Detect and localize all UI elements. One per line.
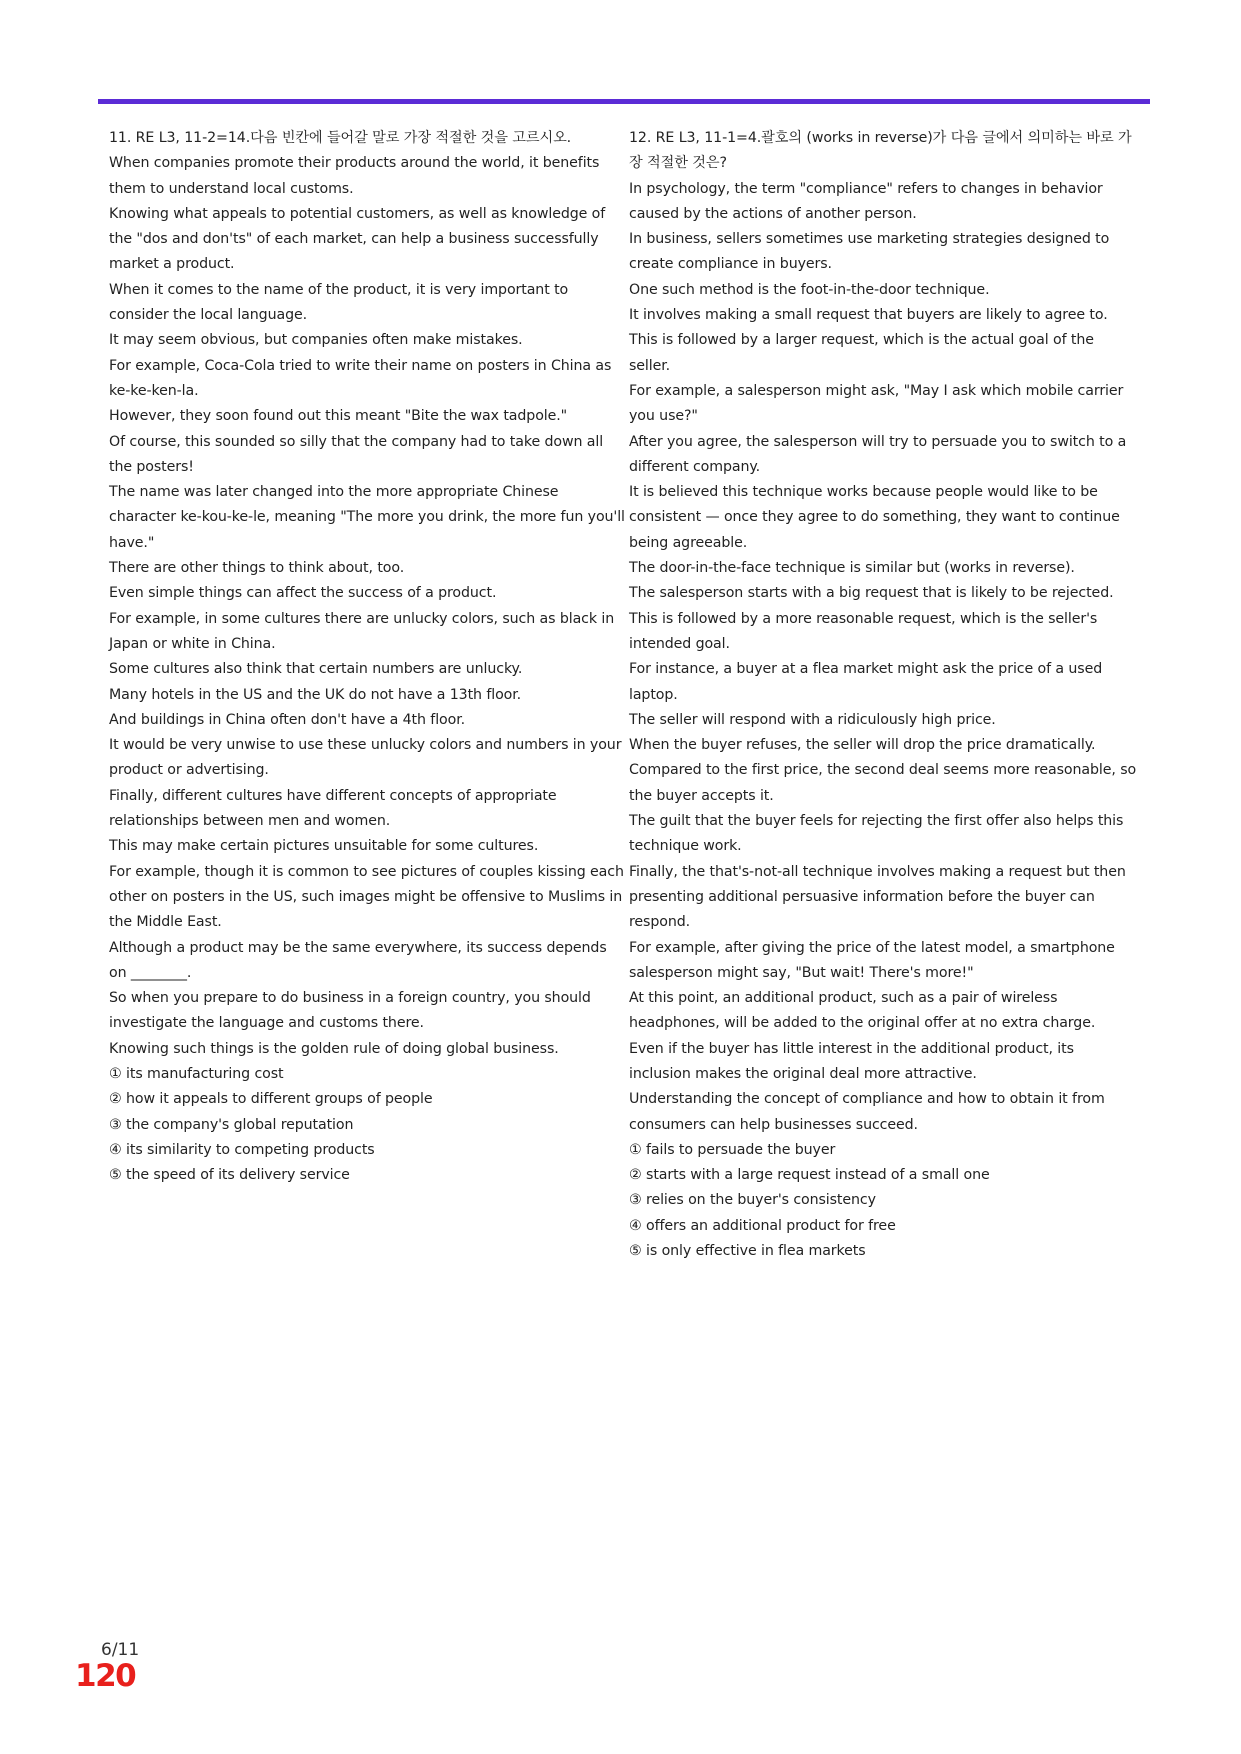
passage-line: For example, though it is common to see pictures of couples kissing each other on posters in the US, such images might be offensive to Muslims in the Middle East. — [109, 863, 624, 931]
passage-line: Knowing such things is the golden rule of doing global business. — [109, 1040, 559, 1057]
passage-line: When it comes to the name of the product, it is very important to consider the local language. — [109, 281, 569, 324]
passage-line: For example, Coca-Cola tried to write their name on posters in China as ke-ke-ken-la. — [109, 357, 612, 399]
passage-line: The guilt that the buyer feels for rejecting the first offer also helps this technique work. — [629, 813, 1124, 855]
passage-line: Of course, this sounded so silly that the company had to take down all the posters! — [109, 433, 604, 475]
passage-line: In psychology, the term "compliance" refers to changes in behavior caused by the actions of another person. — [629, 180, 1103, 222]
answer-option-3: ③ the company's global reputation — [109, 1116, 354, 1133]
answer-option-3: ③ relies on the buyer's consistency — [629, 1192, 876, 1209]
passage-line: One such method is the foot-in-the-door technique. — [629, 281, 990, 298]
passage-line: However, they soon found out this meant "Bite the wax tadpole." — [109, 408, 568, 425]
passage-line: After you agree, the salesperson will try to persuade you to switch to a different company. — [629, 433, 1127, 475]
passage-line: Finally, different cultures have different concepts of appropriate relationships between men and women. — [109, 787, 557, 830]
passage-line: It is believed this technique works because people would like to be consistent — once they agree to do something, they want to continue being agreeable. — [629, 484, 1120, 551]
answer-option-1: ① fails to persuade the buyer — [629, 1141, 836, 1158]
passage-line: The seller will respond with a ridiculously high price. — [629, 711, 996, 728]
passage-line: There are other things to think about, too. — [109, 560, 405, 577]
passage-line: For instance, a buyer at a flea market might ask the price of a used laptop. — [629, 661, 1103, 703]
question-11-options — [109, 1062, 625, 1188]
passage-line: Understanding the concept of compliance and how to obtain it from consumers can help businesses succeed. — [629, 1091, 1105, 1133]
passage-line: At this point, an additional product, such as a pair of wireless headphones, will be added to the original offer at no extra charge. — [629, 990, 1096, 1032]
passage-line: In business, sellers sometimes use marketing strategies designed to create compliance in buyers. — [629, 231, 1110, 273]
passage-line: Many hotels in the US and the UK do not have a 13th floor. — [109, 686, 522, 703]
answer-option-4: ④ offers an additional product for free — [629, 1217, 896, 1234]
answer-option-1: ① its manufacturing cost — [109, 1065, 284, 1082]
page-number: 120 — [75, 1658, 136, 1694]
passage-line: When companies promote their products around the world, it benefits them to understand local customs. — [109, 155, 600, 197]
question-11-header: 11. RE L3, 11-2=14.다음 빈칸에 들어갈 말로 가장 적절한 것을 고르시오. — [109, 130, 572, 146]
passage-line: When the buyer refuses, the seller will drop the price dramatically. — [629, 737, 1096, 754]
blank-sentence: Although a product may be the same everywhere, its success depends on ________. — [109, 939, 607, 981]
passage-line: Even simple things can affect the success of a product. — [109, 585, 497, 602]
passage-line: It involves making a small request that buyers are likely to agree to. — [629, 307, 1108, 324]
passage-line: And buildings in China often don't have a 4th floor. — [109, 711, 466, 728]
passage-line: Even if the buyer has little interest in the additional product, its inclusion makes the original deal more attractive. — [629, 1040, 1074, 1082]
passage-line: So when you prepare to do business in a foreign country, you should investigate the language and customs there. — [109, 990, 591, 1032]
question-11-passage — [109, 151, 625, 1062]
passage-line: Knowing what appeals to potential customers, as well as knowledge of the "dos and don'ts" of each market, can help a business successfully market a product. — [109, 205, 606, 273]
answer-option-4: ④ its similarity to competing products — [109, 1141, 375, 1158]
passage-line: It may seem obvious, but companies often make mistakes. — [109, 332, 523, 349]
passage-line: Compared to the first price, the second deal seems more reasonable, so the buyer accepts it. — [629, 762, 1137, 804]
answer-option-2: ② starts with a large request instead of a small one — [629, 1167, 990, 1184]
passage-line: For example, after giving the price of the latest model, a smartphone salesperson might say, "But wait! There's more!" — [629, 939, 1115, 981]
passage-line: For example, in some cultures there are unlucky colors, such as black in Japan or white in China. — [109, 610, 615, 652]
passage-line: This may make certain pictures unsuitable for some cultures. — [109, 838, 539, 855]
answer-option-5: ⑤ the speed of its delivery service — [109, 1167, 350, 1184]
page-count: 6/11 — [101, 1640, 140, 1660]
question-12-header: 12. RE L3, 11-1=4.괄호의 (works in reverse)가 다음 글에서 의미하는 바로 가장 적절한 것은? — [629, 130, 1132, 172]
passage-line: The name was later changed into the more appropriate Chinese character ke-kou-ke-le, meaning "The more you drink, the more fun you'll have." — [109, 484, 625, 551]
question-12 — [629, 126, 1139, 1264]
answer-option-2: ② how it appeals to different groups of people — [109, 1091, 433, 1108]
passage-line: This is followed by a more reasonable request, which is the seller's intended goal. — [629, 610, 1098, 652]
passage-line: The salesperson starts with a big request that is likely to be rejected. — [629, 585, 1114, 602]
top-rule — [98, 99, 1150, 104]
question-12-passage — [629, 177, 1139, 1138]
passage-line: Finally, the that's-not-all technique involves making a request but then presenting additional persuasive information before the buyer can respond. — [629, 863, 1126, 931]
passage-line: This is followed by a larger request, which is the actual goal of the seller. — [629, 332, 1094, 374]
question-11 — [109, 126, 625, 1188]
passage-line: It would be very unwise to use these unlucky colors and numbers in your product or advertising. — [109, 737, 622, 779]
passage-line: Some cultures also think that certain numbers are unlucky. — [109, 661, 523, 678]
passage-line: The door-in-the-face technique is similar but (works in reverse). — [629, 560, 1075, 577]
passage-line: For example, a salesperson might ask, "May I ask which mobile carrier you use?" — [629, 382, 1124, 425]
question-12-options — [629, 1138, 1139, 1264]
answer-option-5: ⑤ is only effective in flea markets — [629, 1243, 866, 1260]
